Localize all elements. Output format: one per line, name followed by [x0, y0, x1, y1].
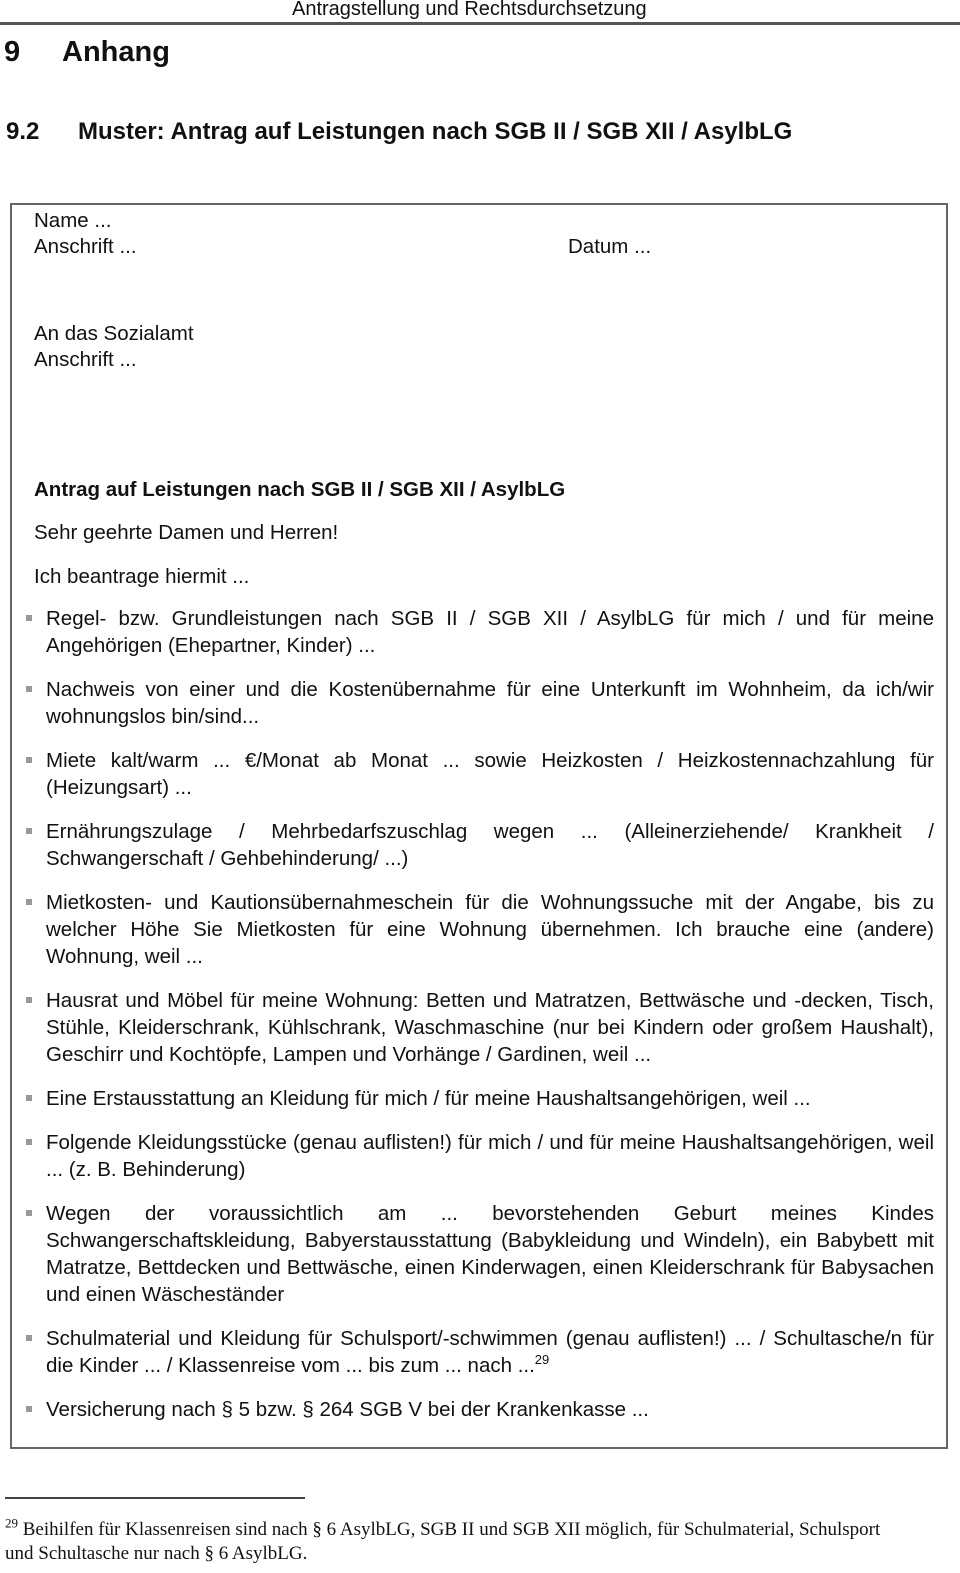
list-item — [18, 605, 934, 659]
list-item — [18, 987, 934, 1068]
bullet-icon — [26, 686, 32, 692]
item-text: Folgende Kleidungsstücke (genau auflisten!) für mich / und für meine Haushaltsangehörigen, weil ... (z. B. Behinderung) — [46, 1131, 934, 1181]
section-heading — [6, 118, 792, 146]
item-text: Mietkosten- und Kautionsübernahmeschein für die Wohnungssuche mit der Angabe, bis zu welcher Höhe Sie Mietkosten für eine Wohnung übernehmen. Ich brauche eine (andere) Wohnung, weil ... — [46, 891, 934, 968]
recipient: An das Sozialamt — [34, 322, 194, 345]
chapter-number: 9 — [4, 36, 21, 68]
item-text: Regel- bzw. Grundleistungen nach SGB II / SGB XII / AsylbLG für mich / und für meine Angehörigen (Ehepartner, Kinder) ... — [46, 607, 934, 657]
recipient-address: Anschrift ... — [34, 348, 137, 371]
intro: Ich beantrage hiermit ... — [34, 565, 250, 588]
bullet-icon — [26, 997, 32, 1003]
section-title: Muster: Antrag auf Leistungen nach SGB II / SGB XII / AsylbLG — [78, 118, 793, 145]
item-text: Miete kalt/warm ... €/Monat ab Monat ... sowie Heizkosten / Heizkostennachzahlung für (Heizungsart) ... — [46, 749, 934, 799]
list-item — [18, 1085, 934, 1112]
section-number: 9.2 — [6, 118, 40, 145]
date: Datum ... — [568, 235, 652, 258]
subject: Antrag auf Leistungen nach SGB II / SGB XII / AsylbLG — [34, 478, 566, 501]
list-item — [18, 1200, 934, 1308]
footnote-rule — [5, 1497, 305, 1499]
footnote-text: Beihilfen für Klassenreisen sind nach § 6 AsylbLG, SGB II und SGB XII möglich, für Schulmaterial, Schulsport und Schultasche nur nach § 6 AsylbLG. — [5, 1519, 881, 1564]
bullet-icon — [26, 1210, 32, 1216]
item-text: Ernährungszulage / Mehrbedarfszuschlag wegen ... (Alleinerziehende/ Krankheit / Schwangerschaft / Gehbehinderung/ ...) — [46, 820, 934, 870]
list-item — [18, 676, 934, 730]
footnote-reference[interactable]: 29 — [534, 1352, 550, 1368]
list-item — [18, 818, 934, 872]
item-text: Versicherung nach § 5 bzw. § 264 SGB V bei der Krankenkasse ... — [46, 1398, 649, 1421]
bullet-icon — [26, 757, 32, 763]
chapter-title: Anhang — [62, 36, 170, 68]
bullet-icon — [26, 615, 32, 621]
bullet-icon — [26, 828, 32, 834]
item-text: Nachweis von einer und die Kostenübernahme für eine Unterkunft im Wohnheim, da ich/wir wohnungslos bin/sind... — [46, 678, 934, 728]
bullet-icon — [26, 1335, 32, 1341]
item-text: Schulmaterial und Kleidung für Schulsport/-schwimmen (genau auflisten!) ... / Schultasche/n für die Kinder ... / Klassenreise vom ... bis zum ... nach ... — [46, 1327, 934, 1377]
sender-name: Name ... — [34, 209, 112, 232]
item-text: Wegen der voraussichtlich am ... bevorstehenden Geburt meines Kindes Schwangerschaftskleidung, Babyerstausstattung (Babykleidung und Windeln), ein Babybett mit Matratze, Bettdecken und Bettwäsche, einen Kinderwagen, einen Kleiderschrank für Babysachen und einen Wäscheständer — [46, 1202, 934, 1306]
list-item — [18, 1396, 934, 1423]
footnote-number: 29 — [5, 1515, 18, 1531]
bullet-icon — [26, 1406, 32, 1412]
list-item — [18, 1129, 934, 1183]
list-item — [18, 747, 934, 801]
item-text: Hausrat und Möbel für meine Wohnung: Betten und Matratzen, Bettwäsche und -decken, Tisch, Stühle, Kleiderschrank, Kühlschrank, Waschmaschine (nur bei Kindern oder großem Haushalt), Geschirr und Kochtöpfe, Lampen und Vorhänge / Gardinen, weil ... — [46, 989, 934, 1066]
item-text: Eine Erstausstattung an Kleidung für mich / für meine Haushaltsangehörigen, weil ... — [46, 1087, 811, 1110]
footnote — [5, 1515, 905, 1566]
bullet-icon — [26, 899, 32, 905]
running-head-text: Antragstellung und Rechtsdurchsetzung — [292, 0, 647, 20]
bullet-icon — [26, 1095, 32, 1101]
request-list — [18, 605, 934, 1440]
header-rule — [0, 22, 960, 25]
chapter-heading — [4, 36, 170, 69]
bullet-icon — [26, 1139, 32, 1145]
list-item — [18, 1325, 934, 1379]
salutation: Sehr geehrte Damen und Herren! — [34, 521, 339, 544]
sender-address: Anschrift ... — [34, 235, 137, 258]
list-item — [18, 889, 934, 970]
